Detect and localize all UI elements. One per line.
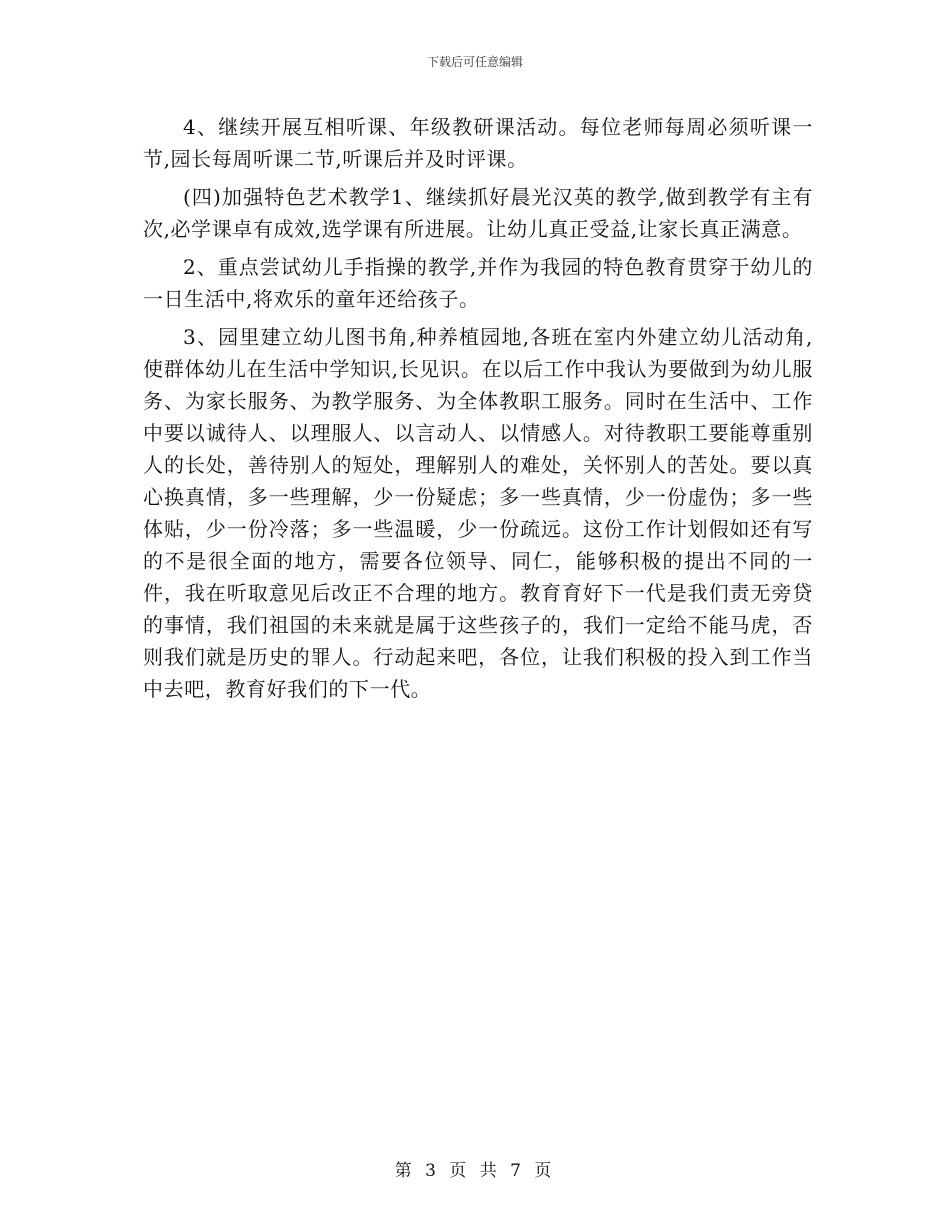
paragraph-2: (四)加强特色艺术教学1、继续抓好晨光汉英的教学,做到教学有主有次,必学课卓有成效,选学课有所进展。让幼儿真正受益,让家长真正满意。 bbox=[143, 185, 813, 241]
document-body bbox=[143, 111, 813, 711]
page-header: 下载后可任意编辑 bbox=[426, 55, 523, 69]
page-number: 第 3 页 共 7 页 bbox=[394, 1161, 556, 1181]
paragraph-3: 2、重点尝试幼儿手指操的教学,并作为我园的特色教育贯穿于幼儿的一日生活中,将欢乐的童年还给孩子。 bbox=[143, 255, 813, 311]
paragraph-1: 4、继续开展互相听课、年级教研课活动。每位老师每周必须听课一节,园长每周听课二节,听课后并及时评课。 bbox=[143, 115, 813, 171]
paragraph-4: 3、园里建立幼儿图书角,种养植园地,各班在室内外建立幼儿活动角,使群体幼儿在生活中学知识,长见识。在以后工作中我认为要做到为幼儿服务、为家长服务、为教学服务、为全体教职工服务。同时在生活中、工作中要以诚待人、以理服人、以言动人、以情感人。对待教职工要能尊重别人的长处，善待别人的短处，理解别人的难处，关怀别人的苦处。要以真心换真情，多一些理解，少一份疑虑；多一些真情，少一份虚伪；多一些体贴，少一份冷落；多一些温暖，少一份疏远。这份工作计划假如还有写的不是很全面的地方，需要各位领导、同仁，能够积极的提出不同的一件，我在听取意见后改正不合理的地方。教育育好下一代是我们责无旁贷的事情，我们祖国的未来就是属于这些孩子的，我们一定给不能马虎，否则我们就是历史的罪人。行动起来吧，各位，让我们积极的投入到工作当中去吧，教育好我们的下一代。 bbox=[143, 325, 813, 701]
